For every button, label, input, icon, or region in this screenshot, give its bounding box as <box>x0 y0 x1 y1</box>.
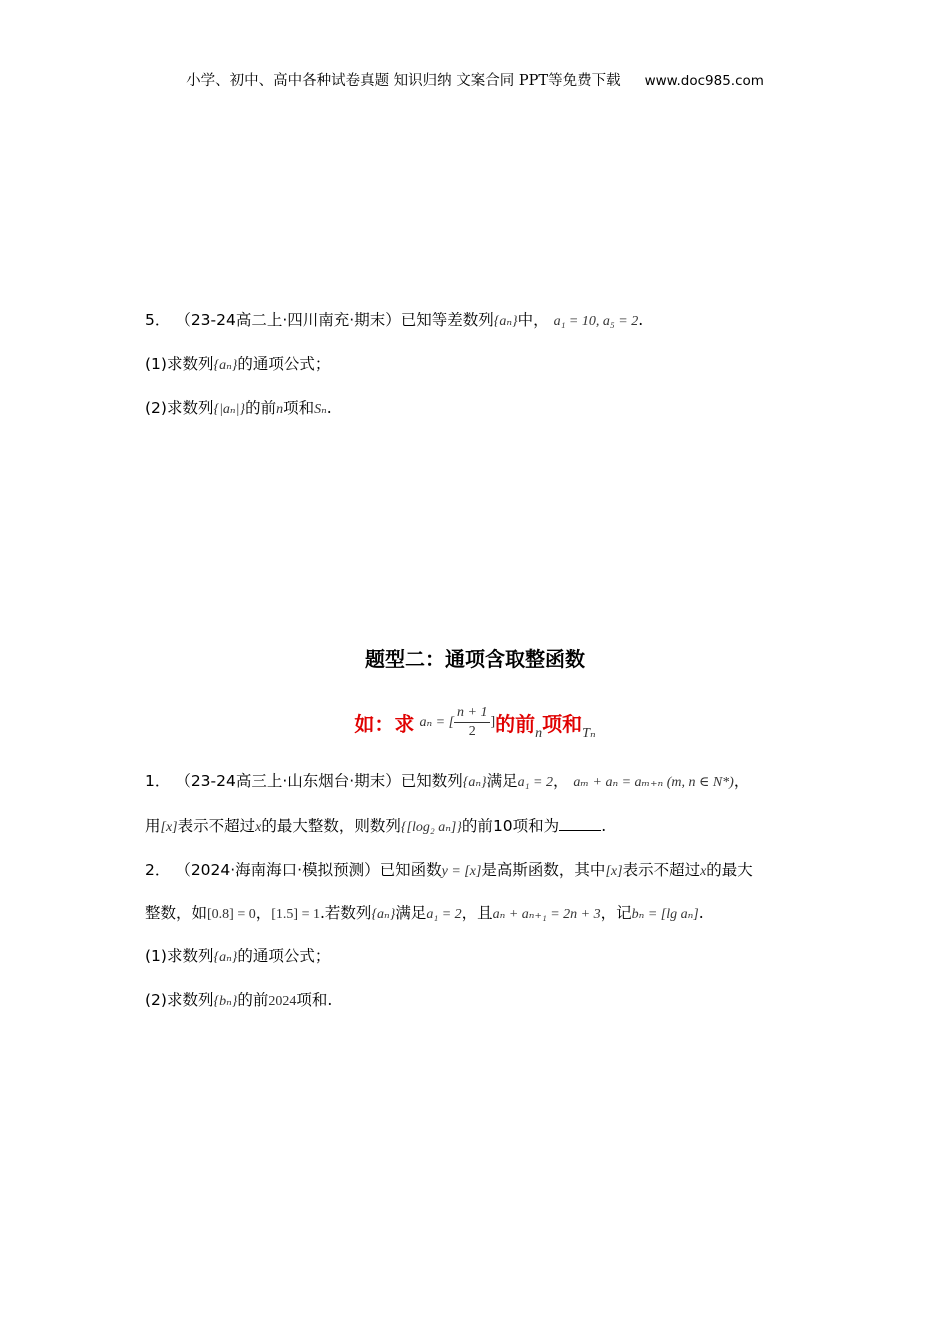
fraction-denominator: 2 <box>468 724 476 739</box>
stem-text: ，记 <box>600 904 632 922</box>
math-fraction <box>454 704 490 741</box>
stem-text: ， <box>552 772 569 790</box>
example-text: 如：求 <box>354 712 415 736</box>
math-formula: y = [x] <box>441 864 482 879</box>
stem-text: 已知数列 <box>400 772 463 790</box>
math-seq: {aₙ} <box>371 907 396 922</box>
math-example: [1.5] = 1 <box>271 907 320 922</box>
math-condition: a₁ = 10, a₅ = 2 <box>553 314 639 329</box>
math-seq: {aₙ} <box>462 775 487 790</box>
math-floor: [x] <box>605 864 623 879</box>
math-condition: aₘ + aₙ = aₘ₊ₙ (m, n ∈ N*) <box>573 775 734 790</box>
stem-text: 已知等差数列 <box>400 311 494 329</box>
question-text: 求数列 <box>166 991 214 1009</box>
stem-text: 满足 <box>486 772 518 790</box>
section-title: 题型二：通项含取整函数 <box>365 647 585 671</box>
question-label: (1) <box>145 947 167 965</box>
problem-source: （2024·海南海口·模拟预测） <box>175 861 380 879</box>
question-text: 求数列 <box>166 399 214 417</box>
fraction-numerator: n + 1 <box>454 704 490 723</box>
problem-2-line-2 <box>145 903 704 925</box>
stem-text: 表示不超过 <box>177 817 256 835</box>
question-label: (1) <box>145 355 167 373</box>
question-text: 求数列 <box>166 947 214 965</box>
question-text: 项和. <box>296 991 333 1009</box>
number: 10 <box>492 817 513 835</box>
math-seq: {bₙ} <box>213 994 238 1009</box>
stem-text: 表示不超过 <box>622 861 701 879</box>
math-var: Sₙ <box>314 402 327 417</box>
problem-5-question-2 <box>145 398 332 420</box>
question-text: 的前 <box>237 991 269 1009</box>
math-var: x <box>700 864 707 879</box>
math-formula: aₙ = [ <box>419 715 455 730</box>
math-example: [0.8] = 0 <box>207 907 256 922</box>
problem-number: 2． <box>145 861 171 879</box>
stem-text: 已知函数 <box>379 861 442 879</box>
example-text: 的前 <box>495 712 536 736</box>
stem-text: 是高斯函数，其中 <box>481 861 606 879</box>
stem-text: 整数，如 <box>145 904 208 922</box>
stem-text: 用 <box>145 817 161 835</box>
math-seq: {aₙ} <box>213 950 238 965</box>
math-condition: a₁ = 2 <box>426 907 462 922</box>
answer-blank <box>559 816 601 831</box>
question-text: 求数列 <box>166 355 214 373</box>
math-seq: {aₙ} <box>213 358 238 373</box>
math-condition: a₁ = 2 <box>517 775 553 790</box>
math-floor: [x] <box>160 820 178 835</box>
math-seq: {aₙ} <box>493 314 518 329</box>
stem-text: .若数列 <box>320 904 372 922</box>
problem-1-line-1 <box>145 771 749 793</box>
problem-number: 1． <box>145 772 171 790</box>
stem-text: . <box>638 311 644 329</box>
math-var: Tₙ <box>582 726 596 741</box>
math-var: n <box>276 402 284 417</box>
example-text: 项和 <box>542 712 583 736</box>
number: 2024 <box>268 994 297 1009</box>
problem-2-question-1 <box>145 946 330 968</box>
math-formula: ] <box>490 714 496 730</box>
stem-text: 中， <box>517 311 549 329</box>
question-label: (2) <box>145 399 167 417</box>
problem-2-line-1 <box>145 860 753 882</box>
math-seq: {[log₂ aₙ]} <box>400 820 462 835</box>
problem-source: （23-24高三上·山东烟台·期末） <box>175 772 401 790</box>
problem-1-line-2 <box>145 816 606 838</box>
section-example <box>0 704 950 742</box>
page-header <box>0 69 950 90</box>
header-url: www.doc985.com <box>644 73 764 89</box>
stem-text: 的最大 <box>706 861 753 879</box>
stem-text: 满足 <box>395 904 427 922</box>
math-var: n <box>535 726 543 741</box>
question-text: 项和 <box>283 399 315 417</box>
stem-text: ，且 <box>461 904 493 922</box>
math-var: x <box>255 820 262 835</box>
math-seq: {|aₙ|} <box>213 402 246 417</box>
problem-number: 5． <box>145 311 171 329</box>
math-condition: aₙ + aₙ₊₁ = 2n + 3 <box>492 907 601 922</box>
header-text: 小学、初中、高中各种试卷真题 知识归纳 文案合同 PPT等免费下载 <box>186 73 621 89</box>
stem-text: . <box>601 817 607 835</box>
question-text: 的通项公式； <box>237 355 331 373</box>
math-definition: bₙ = [lg aₙ] <box>631 907 699 922</box>
question-text: 的前 <box>245 399 277 417</box>
question-label: (2) <box>145 991 167 1009</box>
stem-text: ， <box>733 772 750 790</box>
problem-5-question-1 <box>145 354 330 376</box>
question-text: . <box>326 399 332 417</box>
stem-text: 的最大整数，则数列 <box>261 817 401 835</box>
question-text: 的通项公式； <box>237 947 331 965</box>
stem-text: ， <box>255 904 272 922</box>
problem-source: （23-24高二上·四川南充·期末） <box>175 311 401 329</box>
problem-5-stem <box>145 310 643 332</box>
stem-text: . <box>698 904 704 922</box>
stem-text: 项和为 <box>512 817 560 835</box>
stem-text: 的前 <box>461 817 493 835</box>
problem-2-question-2 <box>145 990 332 1012</box>
